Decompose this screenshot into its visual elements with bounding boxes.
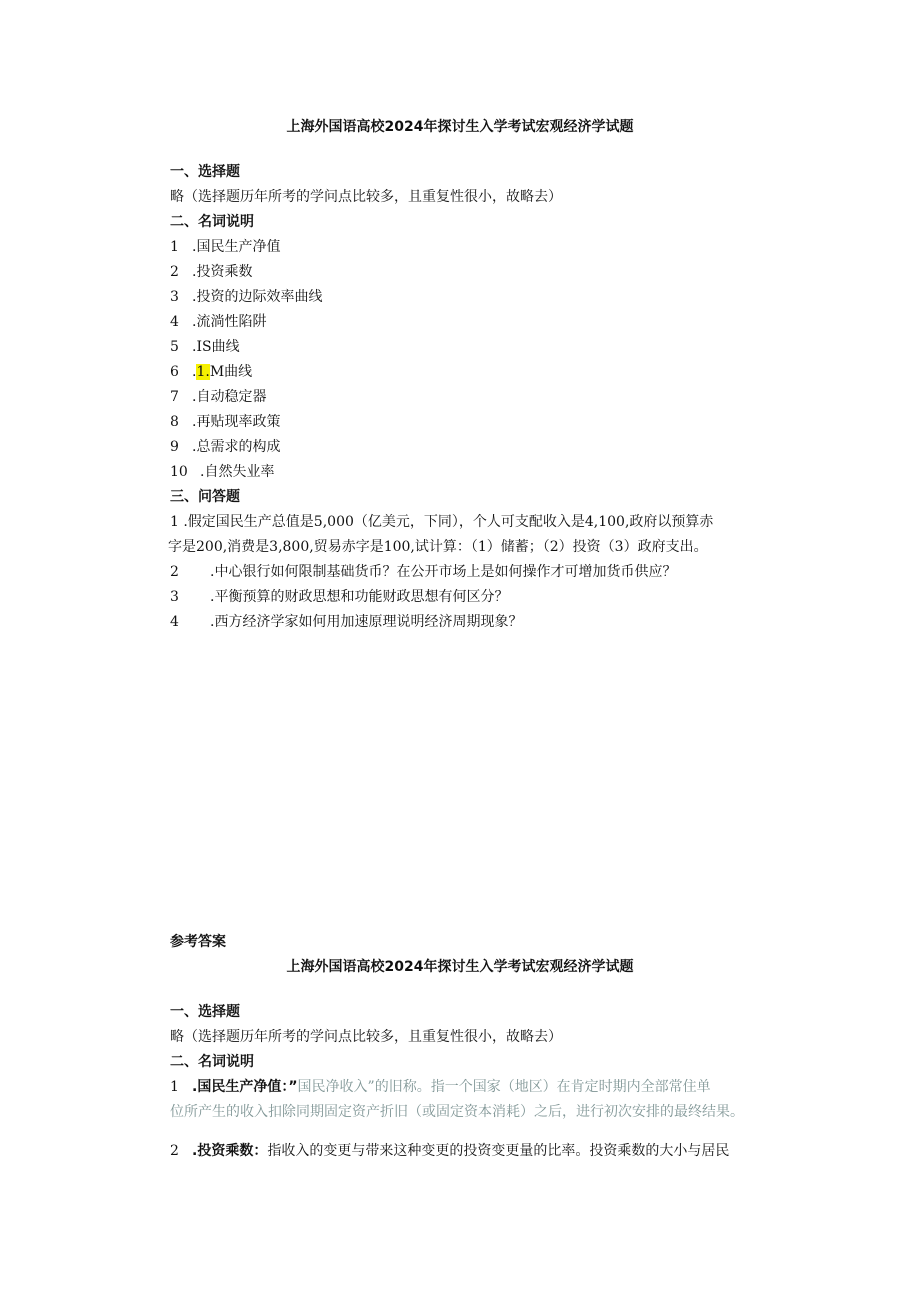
answers-title: 上海外国语高校2024年探讨生入学考试宏观经济学试题	[286, 959, 634, 975]
answer-1-line-1: 1 .国民生产净值：”国民净收入”的旧称。指一个国家（地区）在肯定时期内全部常住单	[170, 1079, 711, 1095]
question-1-line-1: 1 .假定国民生产总值是5,000（亿美元，下同），个人可支配收入是4,100,政府以预算赤	[170, 514, 714, 530]
answer-choice-note: 略（选择题历年所考的学问点比较多，且重复性很小，故略去）	[170, 1029, 562, 1045]
answer-heading-terms: 二、名词说明	[170, 1054, 254, 1070]
answer-1-term: .国民生产净值：	[192, 1079, 289, 1095]
list-item: 4 .流淌性陷阱	[170, 314, 267, 330]
answer-2-line-1: 2 .投资乘数：指收入的变更与带来这种变更的投资变更量的比率。投资乘数的大小与居民	[170, 1143, 730, 1159]
exam-questions	[170, 160, 790, 635]
answer-heading-choice: 一、选择题	[170, 1004, 240, 1020]
question-1-line-2: 字是200,消费是3,800,贸易赤字是100,试计算：（1）储蓄；（2）投资（3）政府支出。	[168, 539, 708, 555]
list-item: 3 .平衡预算的财政思想和功能财政思想有何区分？	[170, 589, 509, 605]
list-item: 7 .自动稳定器	[170, 389, 267, 405]
choice-note: 略（选择题历年所考的学问点比较多，且重复性很小，故略去）	[170, 189, 562, 205]
list-item: 10 .自然失业率	[170, 464, 275, 480]
list-item: 4 .西方经济学家如何用加速原理说明经济周期现象？	[170, 614, 523, 630]
terms-list	[170, 235, 790, 485]
answers-label: 参考答案	[170, 934, 226, 950]
section-heading-qa: 三、问答题	[170, 489, 240, 505]
list-item: 2 .投资乘数	[170, 264, 253, 280]
section-heading-terms: 二、名词说明	[170, 214, 254, 230]
list-item: 9 .总需求的构成	[170, 439, 281, 455]
list-item: 5 .IS曲线	[170, 339, 240, 355]
document-title: 上海外国语高校2024年探讨生入学考试宏观经济学试题	[286, 119, 634, 135]
answer-content	[170, 1000, 790, 1164]
highlighted-text: 1.	[196, 364, 210, 380]
answer-2-term: .投资乘数：	[192, 1143, 268, 1159]
list-item: 1 .国民生产净值	[170, 239, 281, 255]
section-heading-choice: 一、选择题	[170, 164, 240, 180]
list-item: 6 .1.M曲线	[170, 364, 253, 380]
list-item: 2 .中心银行如何限制基础货币？在公开市场上是如何操作才可增加货币供应？	[170, 564, 677, 580]
list-item: 3 .投资的边际效率曲线	[170, 289, 323, 305]
list-item: 8 .再贴现率政策	[170, 414, 281, 430]
answer-1-line-2: 位所产生的收入扣除同期固定资产折旧（或固定资本消耗）之后，进行初次安排的最终结果。	[170, 1104, 744, 1120]
